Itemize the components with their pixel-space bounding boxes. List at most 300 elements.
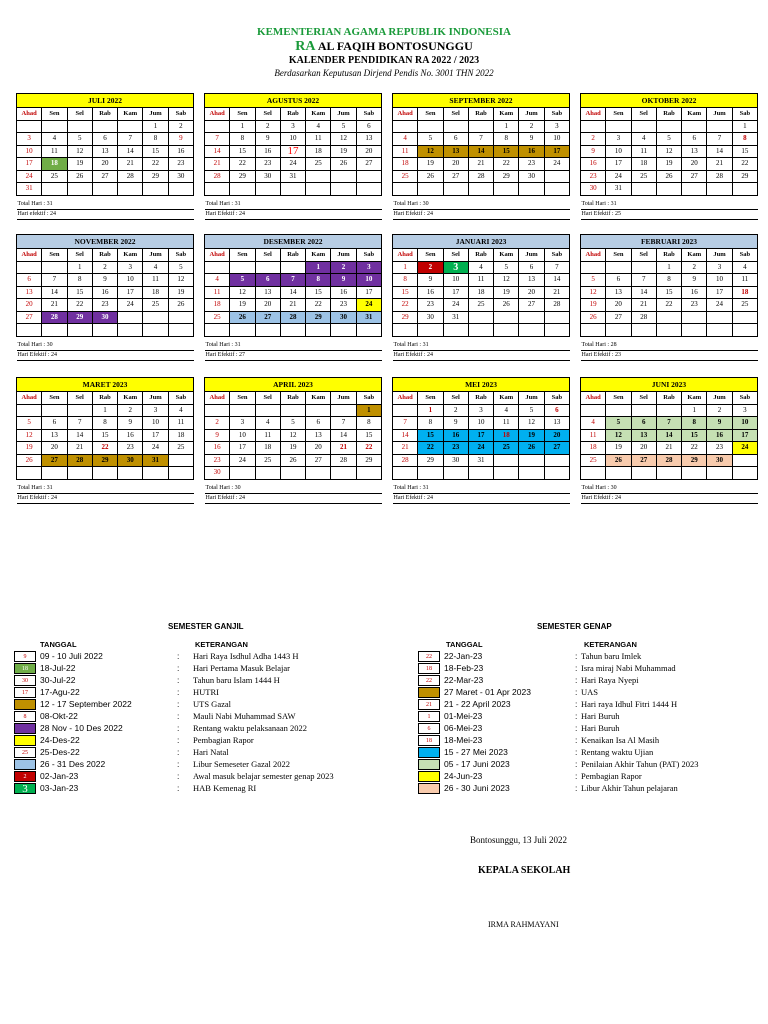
day-cell	[606, 120, 631, 133]
day-cell	[230, 183, 255, 196]
day-cell: 3	[280, 120, 305, 133]
day-cell: 12	[280, 429, 305, 442]
day-cell: 9	[92, 274, 117, 287]
day-name: Sel	[443, 249, 468, 262]
day-cell	[393, 467, 418, 480]
day-cell: 15	[682, 429, 707, 442]
day-cell	[255, 183, 280, 196]
day-cell: 16	[331, 286, 356, 299]
day-cell: 13	[356, 133, 381, 146]
day-name: Sab	[168, 392, 193, 405]
day-cell: 25	[581, 454, 606, 467]
day-cell: 6	[306, 417, 331, 430]
month-title: FEBRUARI 2023	[581, 235, 758, 249]
day-cell	[682, 120, 707, 133]
legend-swatch: 30	[14, 675, 36, 686]
day-cell: 19	[280, 442, 305, 455]
day-cell	[255, 467, 280, 480]
day-cell	[494, 311, 519, 324]
day-cell: 24	[230, 454, 255, 467]
day-cell: 21	[468, 158, 493, 171]
day-cell: 23	[581, 170, 606, 183]
day-cell: 28	[205, 170, 230, 183]
month-total-days: Total Hari : 31	[205, 341, 382, 351]
day-cell	[631, 467, 656, 480]
legend-date: 12 - 17 September 2022	[40, 699, 132, 709]
legend-row	[14, 686, 374, 698]
legend-swatch	[14, 735, 36, 746]
day-cell: 31	[280, 170, 305, 183]
day-cell: 20	[92, 158, 117, 171]
legend-row	[14, 770, 374, 782]
legend-colon: :	[177, 735, 180, 745]
month-title: MARET 2023	[17, 378, 194, 392]
day-cell: 4	[631, 133, 656, 146]
day-cell: 2	[168, 120, 193, 133]
day-cell: 27	[682, 170, 707, 183]
day-cell: 15	[67, 286, 92, 299]
day-cell: 16	[581, 158, 606, 171]
semester-genap-title: SEMESTER GENAP	[537, 622, 612, 631]
legend-description: Hari Raya Isdhul Adha 1443 H	[193, 651, 299, 661]
day-cell: 11	[168, 417, 193, 430]
day-name: Sen	[606, 392, 631, 405]
day-cell: 2	[92, 261, 117, 274]
day-name: Kam	[306, 392, 331, 405]
legend-date: 06-Mei-23	[444, 723, 483, 733]
day-cell: 26	[494, 299, 519, 312]
day-cell	[544, 311, 569, 324]
day-cell	[418, 324, 443, 337]
day-name: Sel	[67, 108, 92, 121]
day-cell: 13	[92, 145, 117, 158]
legend-row	[418, 686, 758, 698]
day-cell: 17	[17, 158, 42, 171]
day-name: Jum	[143, 249, 168, 262]
legend-colon: :	[177, 783, 180, 793]
day-cell: 12	[230, 286, 255, 299]
day-cell: 26	[581, 311, 606, 324]
legend-row	[418, 758, 758, 770]
day-cell: 21	[656, 442, 681, 455]
day-cell	[92, 467, 117, 480]
day-cell: 28	[42, 311, 67, 324]
day-cell	[280, 261, 305, 274]
legend-row	[418, 698, 758, 710]
day-cell: 18	[168, 429, 193, 442]
legend-colon: :	[575, 735, 578, 745]
day-cell: 11	[205, 286, 230, 299]
day-cell: 5	[656, 133, 681, 146]
day-cell: 25	[393, 170, 418, 183]
day-cell: 22	[393, 299, 418, 312]
day-cell: 9	[418, 274, 443, 287]
day-cell: 30	[443, 454, 468, 467]
day-name: Sab	[732, 249, 757, 262]
month-effective-days: Hari Efektif : 24	[393, 209, 570, 219]
day-cell: 21	[331, 442, 356, 455]
day-cell: 19	[17, 442, 42, 455]
legend-row	[418, 650, 758, 662]
day-name: Kam	[118, 108, 143, 121]
day-cell: 22	[656, 299, 681, 312]
day-cell	[443, 183, 468, 196]
day-name: Sen	[606, 108, 631, 121]
day-cell: 24	[544, 158, 569, 171]
day-cell: 3	[356, 261, 381, 274]
day-cell	[118, 311, 143, 324]
day-name: Kam	[494, 249, 519, 262]
day-cell: 26	[67, 170, 92, 183]
day-cell: 25	[494, 442, 519, 455]
day-cell: 8	[230, 133, 255, 146]
day-cell	[443, 120, 468, 133]
day-cell: 26	[168, 299, 193, 312]
day-cell: 4	[306, 120, 331, 133]
day-cell: 4	[393, 133, 418, 146]
day-cell: 3	[606, 133, 631, 146]
day-cell: 14	[118, 145, 143, 158]
day-cell: 21	[544, 286, 569, 299]
legend-row	[418, 770, 758, 782]
day-name: Ahad	[17, 392, 42, 405]
day-cell	[468, 324, 493, 337]
day-cell	[393, 324, 418, 337]
day-cell	[42, 404, 67, 417]
day-cell: 19	[581, 299, 606, 312]
day-cell: 17	[280, 145, 305, 158]
day-cell: 14	[280, 286, 305, 299]
day-cell: 31	[143, 454, 168, 467]
day-cell: 9	[205, 429, 230, 442]
day-cell: 27	[606, 311, 631, 324]
school-name: AL FAQIH BONTOSUNGGU	[317, 39, 473, 53]
day-cell: 1	[306, 261, 331, 274]
day-cell: 25	[255, 454, 280, 467]
legend-date: 22-Jan-23	[444, 651, 483, 661]
legend-swatch	[14, 759, 36, 770]
day-cell	[331, 170, 356, 183]
day-cell	[356, 170, 381, 183]
day-cell: 10	[606, 145, 631, 158]
day-cell	[168, 324, 193, 337]
month-title: NOVEMBER 2022	[17, 235, 194, 249]
day-cell	[393, 404, 418, 417]
day-cell: 19	[606, 442, 631, 455]
day-cell: 11	[581, 429, 606, 442]
day-name: Sen	[418, 249, 443, 262]
legend-description: Tahun baru Islam 1444 H	[193, 675, 280, 685]
day-cell	[143, 311, 168, 324]
day-name: Rab	[656, 249, 681, 262]
day-name: Ahad	[581, 249, 606, 262]
day-cell: 8	[682, 417, 707, 430]
day-cell: 21	[118, 158, 143, 171]
day-cell: 2	[205, 417, 230, 430]
day-cell: 5	[606, 417, 631, 430]
day-name: Ahad	[205, 108, 230, 121]
day-cell: 1	[143, 120, 168, 133]
day-cell: 26	[331, 158, 356, 171]
calendar-title: KALENDER PENDIDIKAN RA 2022 / 2023	[288, 55, 480, 66]
day-name: Jum	[707, 108, 732, 121]
legend-description: Isra miraj Nabi Muhammad	[581, 663, 676, 673]
day-cell	[519, 311, 544, 324]
day-cell	[118, 183, 143, 196]
day-cell: 10	[118, 274, 143, 287]
day-cell: 11	[143, 274, 168, 287]
day-name: Rab	[468, 108, 493, 121]
day-cell: 12	[331, 133, 356, 146]
day-cell: 21	[631, 299, 656, 312]
day-cell: 12	[519, 417, 544, 430]
day-name: Jum	[143, 108, 168, 121]
day-cell: 6	[443, 133, 468, 146]
month-title: JANUARI 2023	[393, 235, 570, 249]
day-cell: 17	[732, 429, 757, 442]
legend-description: Libur Semeseter Gazal 2022	[193, 759, 291, 769]
day-cell: 20	[631, 442, 656, 455]
day-cell: 1	[393, 261, 418, 274]
day-name: Ahad	[393, 249, 418, 262]
day-cell: 10	[707, 274, 732, 287]
day-cell	[631, 404, 656, 417]
legend-row	[14, 710, 374, 722]
legend-date: 18-Mei-23	[444, 735, 483, 745]
day-cell: 16	[682, 286, 707, 299]
legend-swatch: 9	[14, 651, 36, 662]
month-total-days: Total Hari : 30	[393, 200, 570, 210]
day-cell: 6	[17, 274, 42, 287]
month-8	[580, 234, 758, 361]
legend-swatch: 25	[14, 747, 36, 758]
day-cell: 26	[17, 454, 42, 467]
day-cell	[631, 120, 656, 133]
day-cell: 16	[118, 429, 143, 442]
day-cell: 23	[92, 299, 117, 312]
day-cell	[255, 324, 280, 337]
day-cell: 31	[468, 454, 493, 467]
day-name: Sab	[544, 249, 569, 262]
day-cell: 4	[494, 404, 519, 417]
legend-row	[418, 710, 758, 722]
day-cell: 3	[544, 120, 569, 133]
day-cell: 7	[67, 417, 92, 430]
day-cell: 18	[393, 158, 418, 171]
day-cell	[143, 183, 168, 196]
day-cell: 9	[519, 133, 544, 146]
day-cell	[732, 324, 757, 337]
day-cell: 25	[42, 170, 67, 183]
school-ra: RA	[295, 39, 316, 54]
day-cell: 29	[682, 454, 707, 467]
day-name: Kam	[682, 249, 707, 262]
day-cell: 5	[67, 133, 92, 146]
day-cell: 24	[468, 442, 493, 455]
day-cell	[707, 467, 732, 480]
legend-date: 18-Jul-22	[40, 663, 76, 673]
legend-row	[14, 758, 374, 770]
day-cell	[682, 467, 707, 480]
day-cell: 9	[682, 274, 707, 287]
day-cell: 5	[230, 274, 255, 287]
day-name: Sab	[732, 108, 757, 121]
month-effective-days: Hari Efektif : 24	[17, 493, 194, 503]
legend-row	[14, 650, 374, 662]
day-cell: 9	[255, 133, 280, 146]
day-cell: 15	[356, 429, 381, 442]
day-cell: 24	[707, 299, 732, 312]
day-cell: 18	[205, 299, 230, 312]
day-name: Jum	[331, 249, 356, 262]
day-cell: 18	[631, 158, 656, 171]
day-cell: 30	[418, 311, 443, 324]
month-2	[204, 93, 382, 220]
day-cell: 25	[306, 158, 331, 171]
legend-row	[14, 722, 374, 734]
day-name: Rab	[280, 392, 305, 405]
day-cell: 14	[656, 429, 681, 442]
day-cell	[356, 324, 381, 337]
day-cell: 23	[682, 299, 707, 312]
day-cell: 26	[606, 454, 631, 467]
day-name: Kam	[118, 392, 143, 405]
day-cell: 30	[255, 170, 280, 183]
day-cell	[494, 454, 519, 467]
day-cell: 6	[519, 261, 544, 274]
legend-description: UTS Gazal	[193, 699, 232, 709]
day-cell	[581, 467, 606, 480]
day-cell	[544, 324, 569, 337]
day-cell: 9	[443, 417, 468, 430]
legend-date: 01-Mei-23	[444, 711, 483, 721]
day-cell	[519, 183, 544, 196]
day-name: Sab	[168, 249, 193, 262]
day-cell: 30	[205, 467, 230, 480]
day-cell: 29	[356, 454, 381, 467]
day-name: Ahad	[581, 108, 606, 121]
day-cell: 4	[255, 417, 280, 430]
day-cell: 16	[92, 286, 117, 299]
legend-swatch: 8	[14, 711, 36, 722]
signature-name: IRMA RAHMAYANI	[488, 920, 559, 929]
day-cell: 23	[255, 158, 280, 171]
legend-description: Kenaikan Isa Al Masih	[581, 735, 660, 745]
day-cell	[581, 261, 606, 274]
legend-row	[14, 698, 374, 710]
day-cell: 25	[732, 299, 757, 312]
day-cell	[606, 404, 631, 417]
day-cell	[230, 324, 255, 337]
day-cell	[42, 324, 67, 337]
legend-colon: :	[177, 687, 180, 697]
month-title: OKTOBER 2022	[581, 94, 758, 108]
day-name: Jum	[519, 392, 544, 405]
legend-swatch: 6	[418, 723, 440, 734]
legend-swatch	[418, 759, 440, 770]
day-cell: 6	[682, 133, 707, 146]
day-cell: 1	[230, 120, 255, 133]
month-total-days: Total Hari : 31	[205, 200, 382, 210]
legend-swatch	[418, 747, 440, 758]
day-name: Sen	[42, 108, 67, 121]
legend-colon: :	[575, 759, 578, 769]
day-cell: 8	[143, 133, 168, 146]
day-cell	[606, 467, 631, 480]
day-cell: 13	[606, 286, 631, 299]
day-name: Kam	[306, 249, 331, 262]
legend-description: Mauli Nabi Muhammad SAW	[193, 711, 296, 721]
day-cell	[494, 467, 519, 480]
legend-date: 05 - 17 Juni 2023	[444, 759, 510, 769]
ganjil-date-header: TANGGAL	[40, 640, 77, 649]
day-cell: 3	[732, 404, 757, 417]
day-cell: 10	[356, 274, 381, 287]
day-cell: 15	[418, 429, 443, 442]
day-cell: 21	[280, 299, 305, 312]
day-cell	[656, 404, 681, 417]
day-cell: 17	[356, 286, 381, 299]
day-cell: 23	[168, 158, 193, 171]
day-cell: 12	[494, 274, 519, 287]
day-name: Rab	[92, 392, 117, 405]
day-name: Sel	[631, 249, 656, 262]
day-cell: 24	[118, 299, 143, 312]
day-cell: 2	[707, 404, 732, 417]
day-cell	[280, 467, 305, 480]
day-cell	[306, 467, 331, 480]
day-cell: 13	[306, 429, 331, 442]
day-cell: 7	[205, 133, 230, 146]
day-name: Sab	[544, 108, 569, 121]
day-cell: 7	[280, 274, 305, 287]
month-total-days: Total Hari : 31	[17, 200, 194, 210]
day-name: Sel	[443, 392, 468, 405]
day-cell	[519, 324, 544, 337]
day-cell	[732, 454, 757, 467]
day-cell: 8	[92, 417, 117, 430]
legend-colon: :	[177, 651, 180, 661]
day-cell: 7	[544, 261, 569, 274]
day-name: Sen	[606, 249, 631, 262]
day-name: Jum	[143, 392, 168, 405]
legend-colon: :	[575, 651, 578, 661]
day-cell	[656, 311, 681, 324]
day-cell	[581, 324, 606, 337]
day-cell: 23	[707, 442, 732, 455]
day-cell: 12	[656, 145, 681, 158]
day-name: Rab	[468, 249, 493, 262]
day-cell: 7	[468, 133, 493, 146]
day-name: Sab	[356, 392, 381, 405]
day-cell: 28	[118, 170, 143, 183]
day-cell	[168, 183, 193, 196]
day-cell	[418, 120, 443, 133]
day-name: Sen	[230, 108, 255, 121]
legend-date: 03-Jan-23	[40, 783, 79, 793]
day-name: Jum	[707, 249, 732, 262]
day-cell: 20	[443, 158, 468, 171]
day-cell: 14	[331, 429, 356, 442]
day-cell: 9	[331, 274, 356, 287]
day-name: Ahad	[17, 108, 42, 121]
day-cell: 6	[92, 133, 117, 146]
day-name: Sab	[168, 108, 193, 121]
day-cell: 10	[17, 145, 42, 158]
day-cell	[143, 467, 168, 480]
legend-date: 28 Nov - 10 Des 2022	[40, 723, 123, 733]
day-cell: 5	[494, 261, 519, 274]
